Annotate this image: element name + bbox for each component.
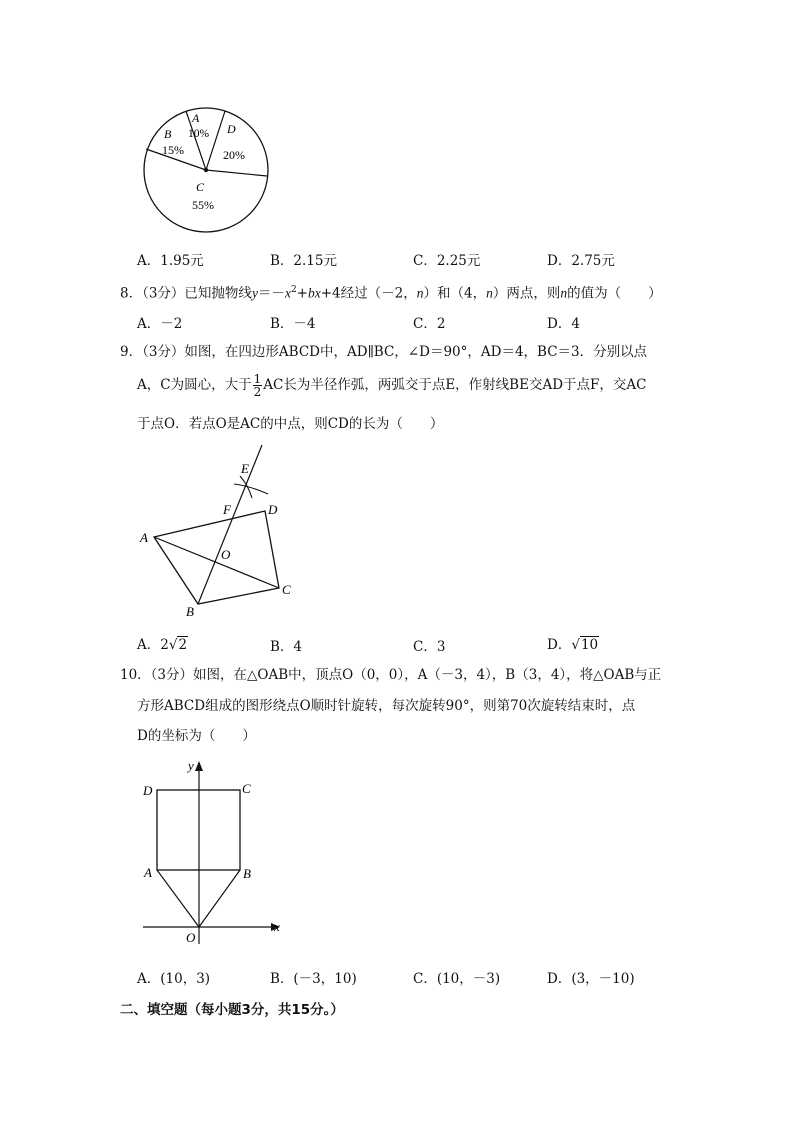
- q10-label-a: A: [144, 865, 152, 880]
- q8-option-d[interactable]: D．4: [547, 316, 580, 332]
- q8-suffix: 的值为（ ）: [567, 285, 662, 302]
- q9-label-b: B: [186, 604, 194, 619]
- section-2-heading: 二、填空题（每小题3分，共15分。）: [120, 1002, 344, 1018]
- q8-mid3: ）两点，则: [492, 285, 561, 302]
- q10-line-2: 方形ABCD组成的图形绕点O顺时针旋转，每次旋转90°，则第70次旋转结束时，点: [137, 698, 636, 714]
- q9-option-d-sqrt: √10: [571, 637, 599, 653]
- q9-line-2a: A，C为圆心，大于: [137, 377, 252, 393]
- q9-label-o: O: [221, 547, 231, 562]
- q9-fraction: [253, 373, 263, 398]
- pie-label-a: A: [192, 111, 200, 125]
- pie-pct-b: 15%: [162, 143, 184, 157]
- q10-label-c: C: [242, 781, 251, 796]
- q9-label-a: A: [140, 530, 148, 545]
- q9-option-c[interactable]: C．3: [413, 639, 446, 655]
- q8-plus: +: [296, 285, 308, 302]
- q8-tail: +4: [320, 285, 341, 302]
- q9-option-d-rad: 10: [580, 637, 599, 653]
- q8-y: y: [251, 285, 258, 301]
- q8-n2: n: [486, 285, 493, 301]
- q9-frac-den: 2: [253, 385, 262, 399]
- q10-label-o: O: [186, 930, 196, 945]
- q8-option-b[interactable]: B．－4: [270, 316, 316, 332]
- q9-label-c: C: [282, 582, 291, 597]
- q8-n1: n: [416, 285, 424, 301]
- q7-option-c[interactable]: C．2.25元: [413, 253, 481, 269]
- q9-frac-num: 1: [253, 372, 262, 386]
- q9-option-a[interactable]: [137, 633, 188, 653]
- q9-line-1: 9．（3分）如图，在四边形ABCD中，AD∥BC，∠D＝90°，AD＝4，BC＝3．分别以点: [120, 344, 648, 360]
- q10-label-y: y: [188, 758, 194, 773]
- q10-line-1: 10．（3分）如图，在△OAB中，顶点O（0，0），A（－3，4），B（3，4），将△OAB与正: [120, 667, 662, 683]
- pie-pct-d: 20%: [223, 148, 245, 162]
- q10-label-d: D: [143, 783, 153, 798]
- pie-pct-c: 55%: [192, 198, 214, 212]
- q9-option-a-rad: 2: [178, 637, 188, 653]
- q8-eq: ＝－: [257, 285, 285, 302]
- q8-n3: n: [560, 285, 568, 301]
- q9-option-b[interactable]: B．4: [270, 639, 303, 655]
- q10-label-b: B: [243, 866, 251, 881]
- q9-option-d[interactable]: [547, 633, 599, 653]
- q10-label-x: x: [274, 919, 280, 934]
- pie-label-c: C: [196, 180, 205, 194]
- q10-option-c[interactable]: C．(10，－3): [413, 971, 501, 987]
- q9-label-f: F: [223, 502, 231, 517]
- q9-line-3: 于点O．若点O是AC的中点，则CD的长为（ ）: [137, 416, 444, 432]
- q8-stem: [120, 280, 662, 304]
- q10-line-3: D的坐标为（ ）: [137, 728, 256, 744]
- pie-chart-figure: [140, 100, 275, 235]
- pie-pct-a: 10%: [188, 128, 210, 140]
- q8-x: x: [284, 285, 291, 301]
- q9-label-d: D: [268, 502, 278, 517]
- q7-option-d[interactable]: D．2.75元: [547, 253, 615, 269]
- q10-option-a[interactable]: A．(10，3): [137, 971, 211, 987]
- pie-label-b: B: [164, 127, 172, 141]
- q10-coordinate-figure: [135, 758, 295, 948]
- q8-exp: 2: [290, 285, 297, 295]
- q8-mid: 经过（－2，: [340, 285, 417, 302]
- q8-mid2: ）和（4，: [423, 285, 487, 302]
- q10-option-d[interactable]: D．(3，－10): [547, 971, 635, 987]
- q9-quadrilateral-figure: [130, 440, 310, 625]
- q8-prefix: 8．（3分）已知抛物线: [120, 285, 252, 302]
- q8-option-a[interactable]: A．－2: [137, 316, 183, 332]
- q9-label-e: E: [241, 461, 249, 476]
- q10-option-b[interactable]: B．(－3，10): [270, 971, 357, 987]
- q7-option-a[interactable]: A．1.95元: [137, 253, 204, 269]
- pie-label-d: D: [227, 122, 236, 136]
- q7-option-b[interactable]: B．2.15元: [270, 253, 337, 269]
- q9-option-a-text: A．2: [137, 637, 169, 653]
- q9-option-a-sqrt: √2: [168, 637, 188, 653]
- q9-line-2: [137, 371, 646, 399]
- q8-bx: bx: [307, 285, 321, 301]
- q9-option-d-text: D．: [547, 637, 572, 653]
- q9-line-2b: AC长为半径作弧，两弧交于点E，作射线BE交AD于点F，交AC: [263, 377, 647, 393]
- q8-option-c[interactable]: C．2: [413, 316, 446, 332]
